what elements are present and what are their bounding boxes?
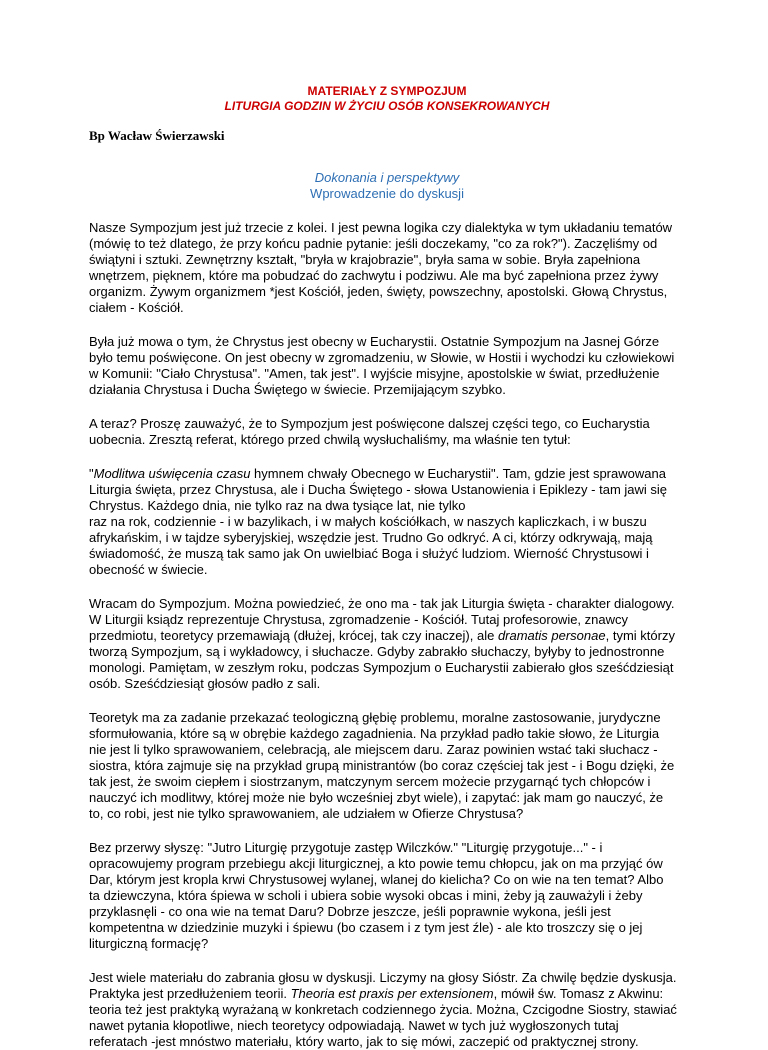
text-run: Liturgia święta, przez Chrystusa, ale i Ducha Świętego - słowa Ustanowienia i Epiklezy - tam jawi się xyxy=(89,482,668,497)
body-text xyxy=(89,220,685,1050)
paragraph-line xyxy=(89,612,685,628)
text-run: ta dziewczyna, która śpiewa w scholi i ubiera sobie wysoki obcas i mini, żeby ją zauważyli i żeby xyxy=(89,888,643,903)
text-run: Bez przerwy słyszę: "Jutro Liturgię przygotuje zastęp Wilczków." "Liturgię przygotuje..." - i xyxy=(89,840,603,855)
paragraph xyxy=(89,416,685,448)
paragraph-line xyxy=(89,872,685,888)
paragraph-line xyxy=(89,498,685,514)
paragraph-line xyxy=(89,514,685,530)
paragraph-line xyxy=(89,986,685,1002)
text-run: Nasze Sympozjum jest już trzecie z kolei. I jest pewna logika czy dialektyka w tym układaniu tematów xyxy=(89,220,673,235)
paragraph-line xyxy=(89,1018,685,1034)
paragraph-line xyxy=(89,676,685,692)
paragraph-line xyxy=(89,366,685,382)
text-run: Wracam do Sympozjum. Można powiedzieć, że ono ma - tak jak Liturgia święta - charakter dialogowy. xyxy=(89,596,675,611)
text-run: tak jest, że swoim ciepłem i siostrzanym, matczynym sercem możecie przygarnąć tych chłopców i xyxy=(89,774,651,789)
text-run: sformułowania, które są w obrębie każdego zagadnienia. Na przykład padło takie słowo, że Liturgia xyxy=(89,726,660,741)
paragraph-line xyxy=(89,660,685,676)
paragraph-line xyxy=(89,1034,685,1050)
text-run: uobecnia. Zresztą referat, którego przed chwilą wysłuchaliśmy, ma właśnie ten tytuł: xyxy=(89,432,571,447)
paragraph-line xyxy=(89,300,685,316)
italic-text: Theoria est praxis per extensionem xyxy=(290,986,494,1001)
text-run: Chrystus. Każdego dnia, nie tylko raz na dwa tysiące lat, nie tylko xyxy=(89,498,466,513)
text-run: siostra, która zajmuje się na przykład grupą ministrantów (bo coraz częściej tak jest - i Bogu dzięki, że xyxy=(89,758,675,773)
text-run: opracowujemy program przebiegu akcji liturgicznej, a kto powie temu chłopcu, jak on ma przyjąć ów xyxy=(89,856,663,871)
paragraph-line xyxy=(89,726,685,742)
text-run: działania Chrystusa i Ducha Świętego w świecie. Przemijającym szybko. xyxy=(89,382,506,397)
text-run: " xyxy=(89,466,94,481)
text-run: tworzą Sympozjum, są i wykładowcy, i słuchacze. Gdyby zabrakło słuchaczy, byłyby to jednostronne xyxy=(89,644,665,659)
paragraph-line xyxy=(89,546,685,562)
paragraph-line xyxy=(89,888,685,904)
header-line-2: LITURGIA GODZIN W ŻYCIU OSÓB KONSEKROWANYCH xyxy=(224,99,550,113)
text-run: osób. Sześćdziesiąt głosów padło z sali. xyxy=(89,676,321,691)
paragraph-line xyxy=(89,466,685,482)
text-run: monologi. Pamiętam, w zeszłym roku, podczas Sympozjum o Eucharystii zabierało głos sześćdziesiąt xyxy=(89,660,674,675)
text-run: świadomość, że muszą tak samo jak On uwielbiać Boga i służyć ludziom. Wierność Chrystusowi i xyxy=(89,546,649,561)
paragraph-line xyxy=(89,904,685,920)
paragraph xyxy=(89,466,685,578)
paragraph-line xyxy=(89,1002,685,1018)
text-run: A teraz? Proszę zauważyć, że to Sympozjum jest poświęcone dalszej części tego, co Eucharystia xyxy=(89,416,650,431)
paragraph xyxy=(89,220,685,316)
paragraph-line xyxy=(89,416,685,432)
text-run: w Komunii: "Ciało Chrystusa". "Amen, tak jest". I wyjście misyjne, apostolskie w świat, przedłużenie xyxy=(89,366,660,381)
text-run: afrykańskim, i w tajdze syberyjskiej, wszędzie jest. Trudno Go odkryć. A ci, którzy odkrywają, mają xyxy=(89,530,653,545)
subtitle-line-2: Wprowadzenie do dyskusji xyxy=(310,186,464,201)
paragraph-line xyxy=(89,856,685,872)
paragraph-line xyxy=(89,920,685,936)
text-run: Była już mowa o tym, że Chrystus jest obecny w Eucharystii. Ostatnie Sympozjum na Jasnej Górze xyxy=(89,334,660,349)
paragraph xyxy=(89,840,685,952)
text-run: świątyni i sztuki. Zewnętrzny kształt, "bryła w krajobrazie", bryła sama w sobie. Bryła zapełniona xyxy=(89,252,641,267)
paragraph-line xyxy=(89,268,685,284)
author-name: Bp Wacław Świerzawski xyxy=(89,128,225,143)
paragraph-line xyxy=(89,790,685,806)
text-run: przyklasnęli - co ona wie na temat Daru? Dobrze jeszcze, jeśli poprawnie wykona, jeśli jest xyxy=(89,904,611,919)
subtitle-line-1: Dokonania i perspektywy xyxy=(314,170,460,185)
paragraph-line xyxy=(89,710,685,726)
paragraph-line xyxy=(89,530,685,546)
italic-text: Modlitwa uświęcenia czasu xyxy=(93,466,251,481)
paragraph-line xyxy=(89,742,685,758)
paragraph-line xyxy=(89,644,685,660)
text-run: liturgiczną formację? xyxy=(89,936,209,951)
paragraph-line xyxy=(89,970,685,986)
text-run: nawet pytania kłopotliwe, niech teoretycy odpowiadają. Nawet w tych już wygłoszonych tutaj xyxy=(89,1018,619,1033)
paragraph-line xyxy=(89,382,685,398)
text-run: Teoretyk ma za zadanie przekazać teologiczną głębię problemu, moralne zastosowanie, jurydyczne xyxy=(89,710,661,725)
text-run: (mówię to też dlatego, że przy końcu padnie pytanie: jeśli doczekamy, "co za rok?"). Zaczęliśmy od xyxy=(89,236,658,251)
paragraph-line xyxy=(89,432,685,448)
symposium-header xyxy=(89,84,685,114)
text-run: referatach -jest mnóstwo materiału, który warto, jak to się mówi, zaczepić od praktycznej strony. xyxy=(89,1034,639,1049)
text-run: było temu poświęcone. On jest obecny w zgromadzeniu, w Słowie, w Hostii i wychodzi ku człowiekowi xyxy=(89,350,675,365)
header-line-1: MATERIAŁY Z SYMPOZJUM xyxy=(307,84,467,98)
text-run: wnętrzem, pięknem, które ma pobudzać do zachwytu i podziwu. Ale ma być zapełniona przez żywy xyxy=(89,268,659,283)
paragraph-line xyxy=(89,252,685,268)
text-run: , tymi którzy xyxy=(605,628,675,643)
text-run: to, co robi, jest nie tylko sprawowaniem, ale udziałem w Ofierze Chrystusa? xyxy=(89,806,524,821)
paragraph-line xyxy=(89,220,685,236)
paragraph-line xyxy=(89,774,685,790)
text-run: teoria też jest praktyką wyrażaną w konkretach codziennego życia. Można, Czcigodne Siostry, stawiać xyxy=(89,1002,677,1017)
paragraph-line xyxy=(89,562,685,578)
lecture-subtitle xyxy=(89,170,685,202)
text-run: kompetentna w dziedzinie muzyki i śpiewu (bo czasem i z tym jest źle) - ale kto troszczy się o jej xyxy=(89,920,643,935)
paragraph xyxy=(89,710,685,822)
text-run: , mówił św. Tomasz z Akwinu: xyxy=(493,986,664,1001)
text-run: Praktyka jest przedłużeniem teorii. xyxy=(89,986,291,1001)
document-page xyxy=(89,84,685,1050)
italic-text: dramatis personae xyxy=(497,628,606,643)
paragraph xyxy=(89,596,685,692)
paragraph-line xyxy=(89,840,685,856)
paragraph xyxy=(89,970,685,1050)
paragraph-line xyxy=(89,236,685,252)
text-run: Dar, którym jest kropla krwi Chrystusowej wylanej, wlanej do kielicha? Co on wie na ten temat? Albo xyxy=(89,872,664,887)
paragraph-line xyxy=(89,284,685,300)
text-run: Jest wiele materiału do zabrania głosu w dyskusji. Liczymy na głosy Sióstr. Za chwilę będzie dyskusja. xyxy=(89,970,677,985)
paragraph-line xyxy=(89,936,685,952)
text-run: raz na rok, codziennie - i w bazylikach, i w małych kościółkach, w naszych kapliczkach, i w buszu xyxy=(89,514,647,529)
text-run: nauczyć ich modlitwy, której może nie było wcześniej zbyt wiele), i zapytać: jak mam go nauczyć, że xyxy=(89,790,664,805)
text-run: hymnem chwały Obecnego w Eucharystii". Tam, gdzie jest sprawowana xyxy=(250,466,666,481)
paragraph-line xyxy=(89,806,685,822)
paragraph xyxy=(89,334,685,398)
paragraph-line xyxy=(89,758,685,774)
text-run: ciałem - Kościół. xyxy=(89,300,184,315)
paragraph-line xyxy=(89,596,685,612)
text-run: przedmiotu, teoretycy przemawiają (dłużej, krócej, tak czy inaczej), ale xyxy=(89,628,498,643)
paragraph-line xyxy=(89,628,685,644)
paragraph-line xyxy=(89,350,685,366)
paragraph-line xyxy=(89,482,685,498)
text-run: organizm. Żywym organizmem *jest Kościół, jeden, święty, powszechny, apostolski. Głową Chrystus, xyxy=(89,284,668,299)
paragraph-line xyxy=(89,334,685,350)
text-run: W Liturgii ksiądz reprezentuje Chrystusa, zgromadzenie - Kościół. Tutaj profesorowie, znawcy xyxy=(89,612,629,627)
text-run: nie jest li tylko sprawowaniem, celebracją, ale miejscem daru. Zaraz powinien wstać taki słuchacz - xyxy=(89,742,658,757)
text-run: obecność w świecie. xyxy=(89,562,208,577)
